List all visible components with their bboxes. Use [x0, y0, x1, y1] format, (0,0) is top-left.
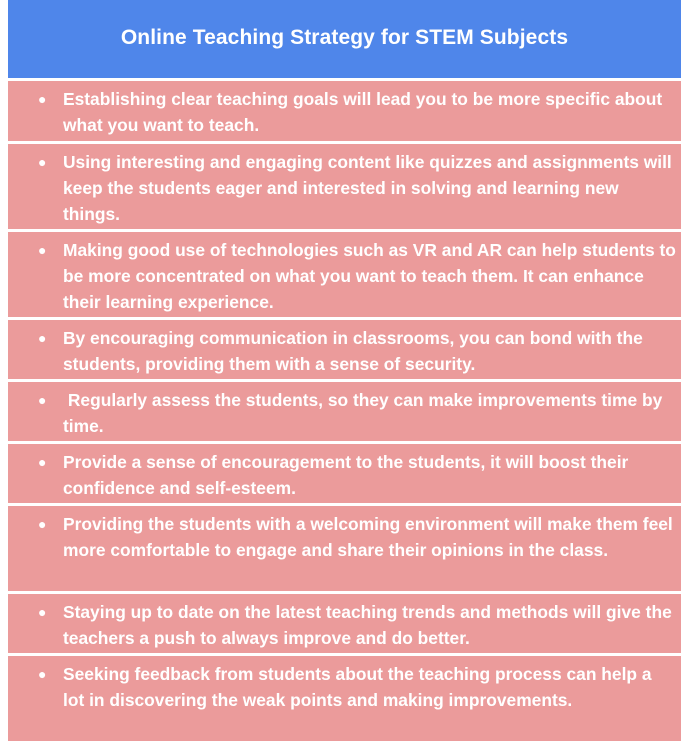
list-item-text: Seeking feedback from students about the teaching process can help a lot in discovering the weak points and making improvements.	[63, 664, 652, 710]
list-item	[8, 594, 681, 653]
list-item-text: Making good use of technologies such as VR and AR can help students to be more concentrated on what you want to teach them. It can enhance their learning experience.	[63, 240, 676, 312]
list-item	[8, 232, 681, 317]
list-item	[8, 506, 681, 591]
list-item	[8, 320, 681, 379]
bullet-icon: ●	[38, 666, 47, 682]
list-item-text: By encouraging communication in classrooms, you can bond with the students, providing them with a sense of security.	[63, 328, 643, 374]
list-item-text: Providing the students with a welcoming environment will make them feel more comfortable to engage and share their opinions in the class.	[63, 514, 673, 560]
list-item	[8, 81, 681, 141]
strategy-card	[8, 0, 681, 744]
list-item	[8, 444, 681, 503]
list-item-text: Establishing clear teaching goals will lead you to be more specific about what you want to teach.	[63, 89, 663, 135]
strategy-list	[8, 81, 681, 741]
bullet-icon: ●	[38, 330, 47, 346]
list-item-text: Regularly assess the students, so they can make improvements time by time.	[63, 390, 668, 436]
bullet-icon: ●	[38, 154, 47, 170]
list-item	[8, 382, 681, 441]
list-item	[8, 144, 681, 229]
list-item	[8, 656, 681, 741]
list-item-text: Provide a sense of encouragement to the students, it will boost their confidence and self-esteem.	[63, 452, 629, 498]
page-title: Online Teaching Strategy for STEM Subjects	[8, 0, 681, 78]
bullet-icon: ●	[38, 604, 47, 620]
bullet-icon: ●	[38, 91, 47, 107]
list-item-text: Staying up to date on the latest teaching trends and methods will give the teachers a push to always improve and do better.	[63, 602, 672, 648]
list-item-text: Using interesting and engaging content like quizzes and assignments will keep the students eager and interested in solving and learning new things.	[63, 152, 672, 224]
bullet-icon: ●	[38, 454, 47, 470]
bullet-icon: ●	[38, 516, 47, 532]
bullet-icon: ●	[38, 242, 47, 258]
bullet-icon: ●	[38, 392, 47, 408]
